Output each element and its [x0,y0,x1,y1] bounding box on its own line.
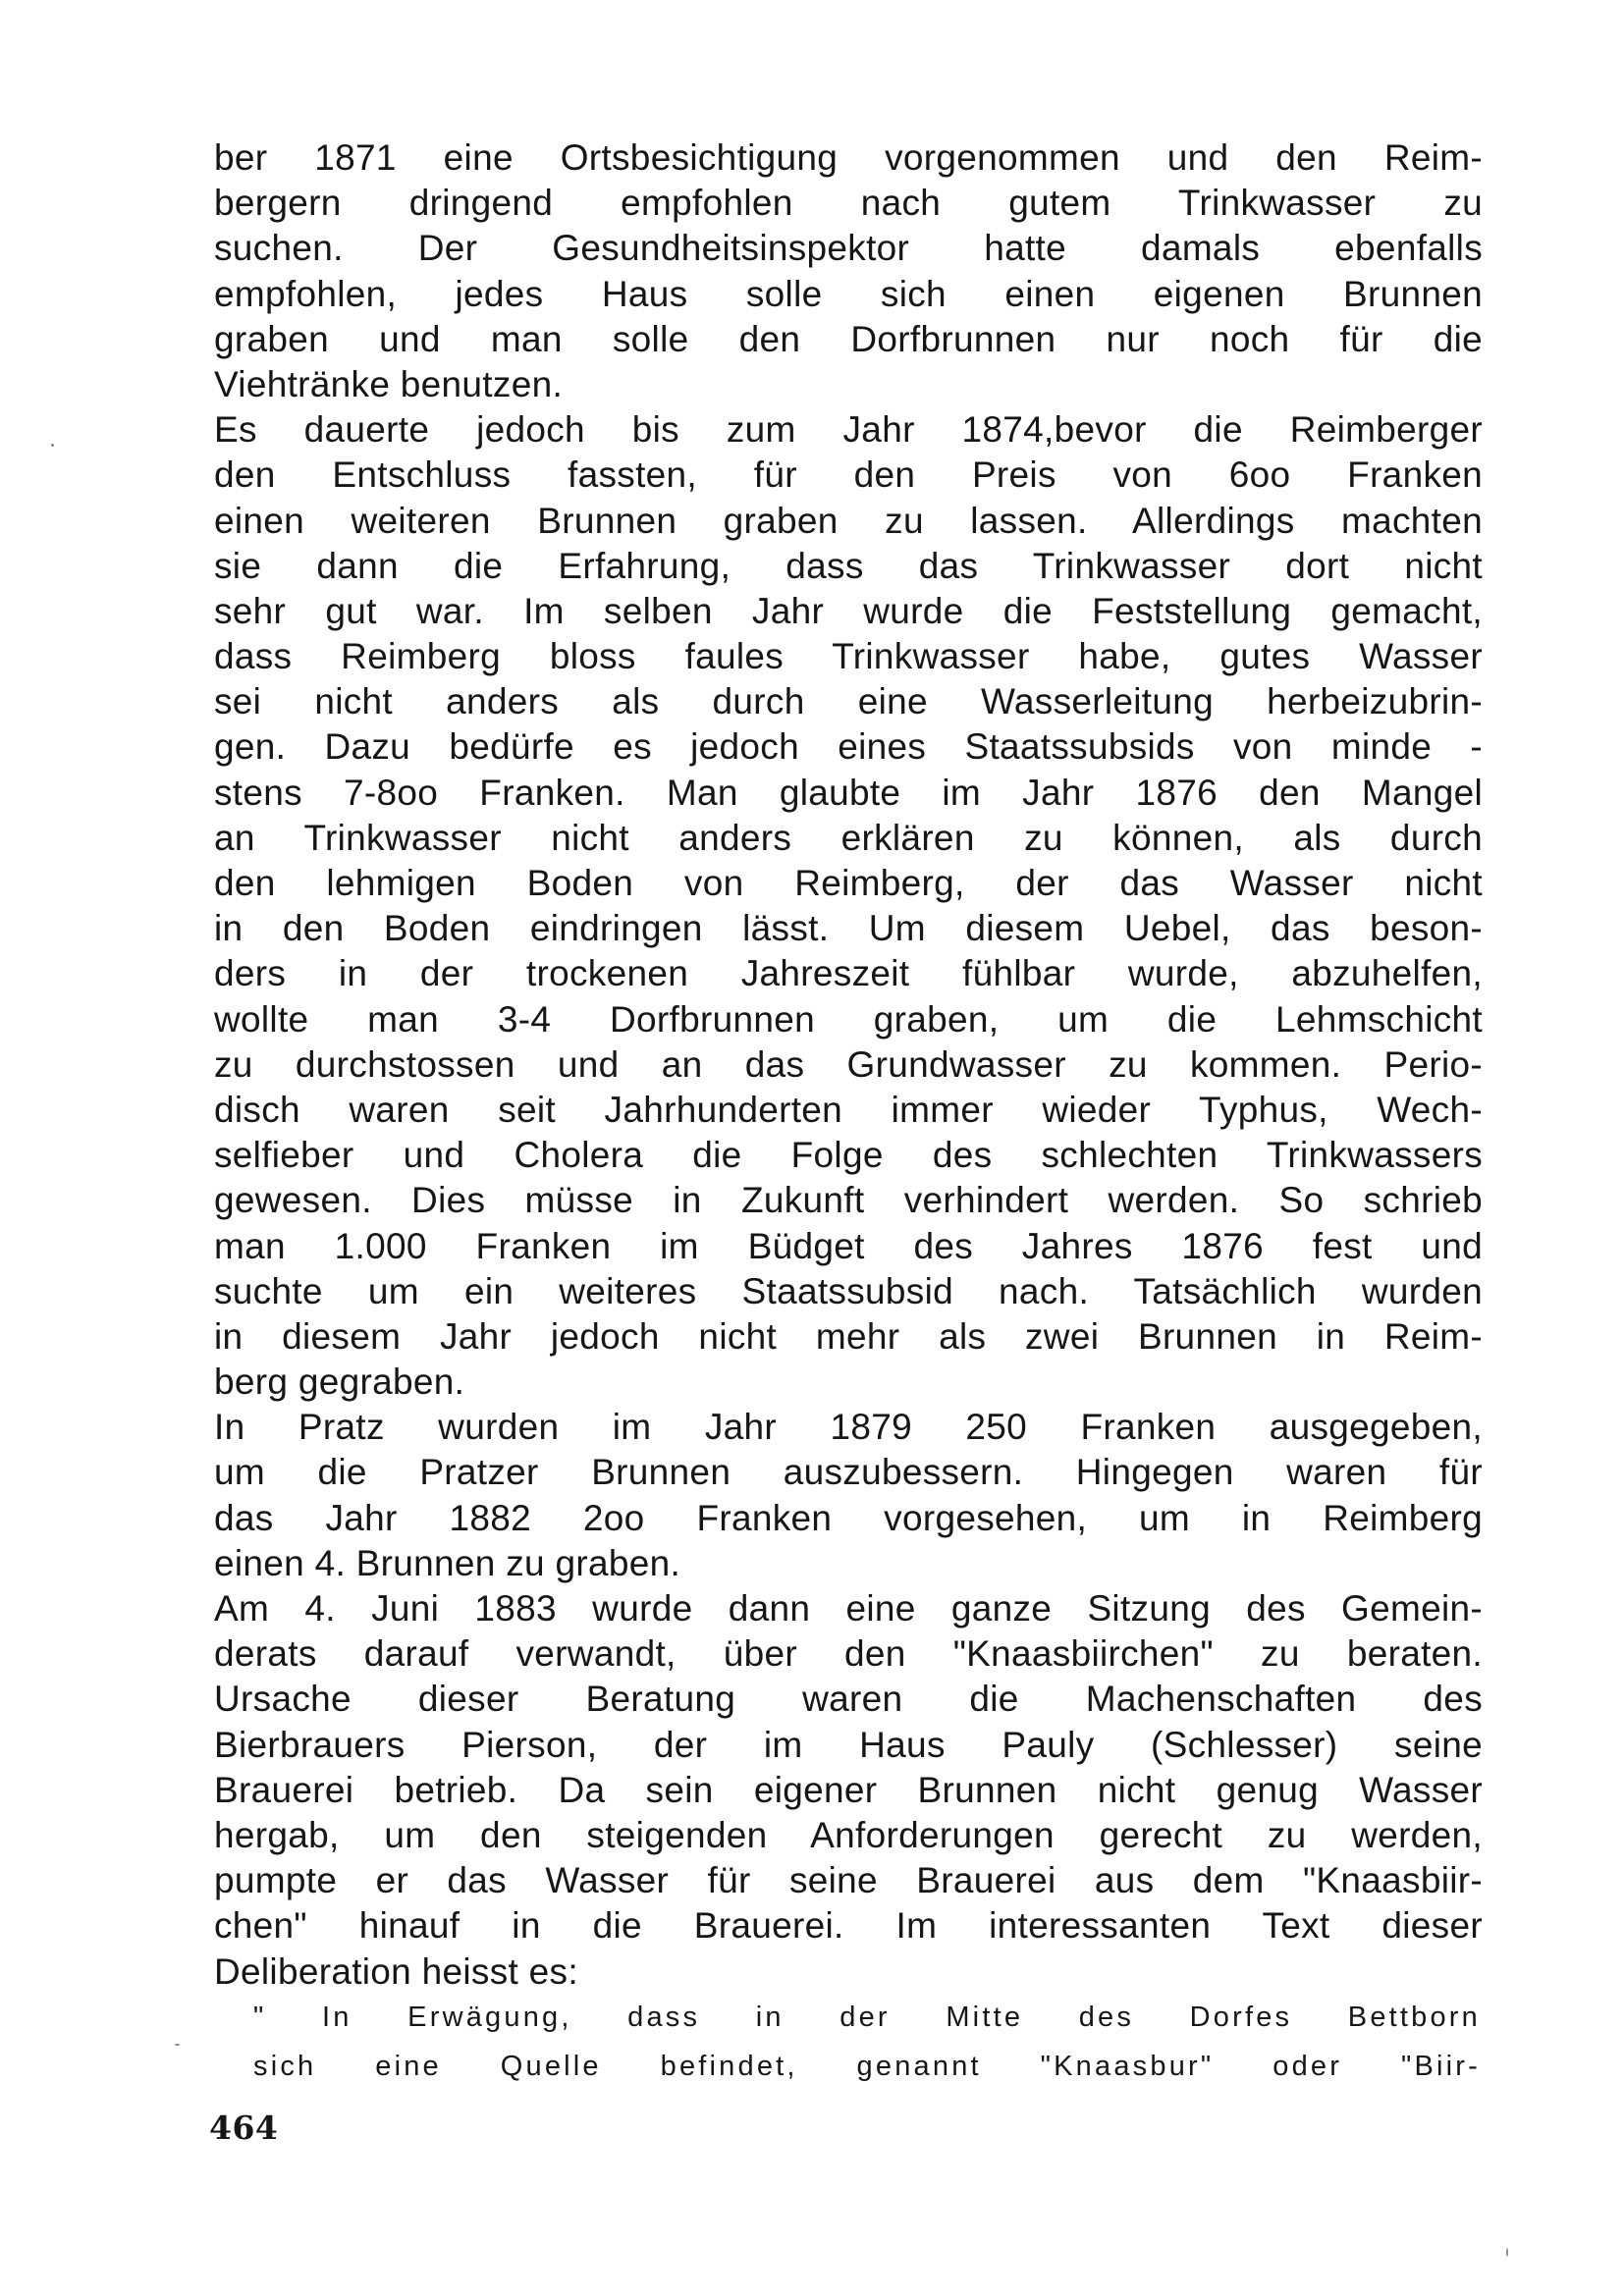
text-line: Bierbrauers Pierson, der im Haus Pauly (Schlesser) seine [214,1724,1483,1765]
page-number: 464 [209,2109,279,2147]
text-line: in den Boden eindringen lässt. Um diesem Uebel, das beson- [214,908,1483,949]
text-line: sehr gut war. Im selben Jahr wurde die Feststellung gemacht, [214,590,1483,631]
text-line: wollte man 3-4 Dorfbrunnen graben, um die Lehmschicht [214,998,1483,1040]
body-text [214,135,1483,1995]
text-line: einen weiteren Brunnen graben zu lassen. Allerdings machten [214,500,1483,541]
text-line: Viehtränke benutzen. [214,363,564,404]
text-line: suchen. Der Gesundheitsinspektor hatte damals ebenfalls [214,228,1483,269]
text-line: man 1.000 Franken im Büdget des Jahres 1876 fest und [214,1225,1483,1266]
quoted-deliberation [253,1993,1481,2091]
text-line: Brauerei betrieb. Da sein eigener Brunnen nicht genug Wasser [214,1769,1483,1810]
scan-speck [1506,2248,1508,2257]
paragraph-1 [214,135,1483,407]
paragraph-4 [214,1586,1483,1995]
text-line: den lehmigen Boden von Reimberg, der das Wasser nicht [214,863,1483,903]
scan-speck [51,444,54,447]
quote-line: sich eine Quelle befindet, genannt "Knaasbur" oder "Biir- [253,2051,1481,2082]
text-line: in diesem Jahr jedoch nicht mehr als zwei Brunnen in Reim- [214,1315,1483,1357]
text-line: derats darauf verwandt, über den "Knaasbiirchen" zu beraten. [214,1633,1483,1675]
text-line: das Jahr 1882 2oo Franken vorgesehen, um in Reimberg [214,1497,1483,1538]
text-line: suchte um ein weiteres Staatssubsid nach. Tatsächlich wurden [214,1270,1483,1311]
text-line: gen. Dazu bedürfe es jedoch eines Staatssubsids von minde - [214,726,1483,768]
paragraph-2 [214,407,1483,1405]
text-line: gewesen. Dies müsse in Zukunft verhindert werden. So schrieb [214,1180,1483,1221]
text-line: graben und man solle den Dorfbrunnen nur noch für die [214,318,1483,359]
text-line: Es dauerte jedoch bis zum Jahr 1874,bevor die Reimberger [214,409,1483,451]
text-line: Deliberation heisst es: [214,1950,578,1992]
text-line: chen" hinauf in die Brauerei. Im interessanten Text dieser [214,1905,1483,1947]
text-line: den Entschluss fassten, für den Preis von 6oo Franken [214,454,1483,496]
text-line: pumpte er das Wasser für seine Brauerei aus dem "Knaasbiir- [214,1860,1483,1901]
text-line: sei nicht anders als durch eine Wasserleitung herbeizubrin- [214,681,1483,722]
text-line: stens 7-8oo Franken. Man glaubte im Jahr 1876 den Mangel [214,772,1483,813]
scan-speck [175,2044,180,2046]
text-line: hergab, um den steigenden Anforderungen gerecht zu werden, [214,1814,1483,1855]
text-line: an Trinkwasser nicht anders erklären zu können, als durch [214,817,1483,858]
quote-line: " In Erwägung, dass in der Mitte des Dorfes Bettborn [253,2002,1481,2033]
text-line: Am 4. Juni 1883 wurde dann eine ganze Sitzung des Gemein- [214,1588,1483,1629]
text-line: selfieber und Cholera die Folge des schlechten Trinkwassers [214,1135,1483,1176]
text-line: um die Pratzer Brunnen auszubessern. Hingegen waren für [214,1452,1483,1493]
text-line: zu durchstossen und an das Grundwasser zu kommen. Perio- [214,1043,1483,1085]
text-line: ders in der trockenen Jahreszeit fühlbar wurde, abzuhelfen, [214,953,1483,994]
text-line: bergern dringend empfohlen nach gutem Trinkwasser zu [214,183,1483,224]
text-line: einen 4. Brunnen zu graben. [214,1542,681,1583]
text-line: dass Reimberg bloss faules Trinkwasser habe, gutes Wasser [214,636,1483,677]
text-line: Ursache dieser Beratung waren die Machenschaften des [214,1679,1483,1720]
text-line: sie dann die Erfahrung, dass das Trinkwasser dort nicht [214,545,1483,586]
text-line: empfohlen, jedes Haus solle sich einen eigenen Brunnen [214,273,1483,314]
text-line: In Pratz wurden im Jahr 1879 250 Franken ausgegeben, [214,1407,1483,1448]
paragraph-3 [214,1405,1483,1586]
text-line: disch waren seit Jahrhunderten immer wieder Typhus, Wech- [214,1089,1483,1130]
text-line: berg gegraben. [214,1362,465,1403]
text-line: ber 1871 eine Ortsbesichtigung vorgenommen und den Reim- [214,137,1483,178]
